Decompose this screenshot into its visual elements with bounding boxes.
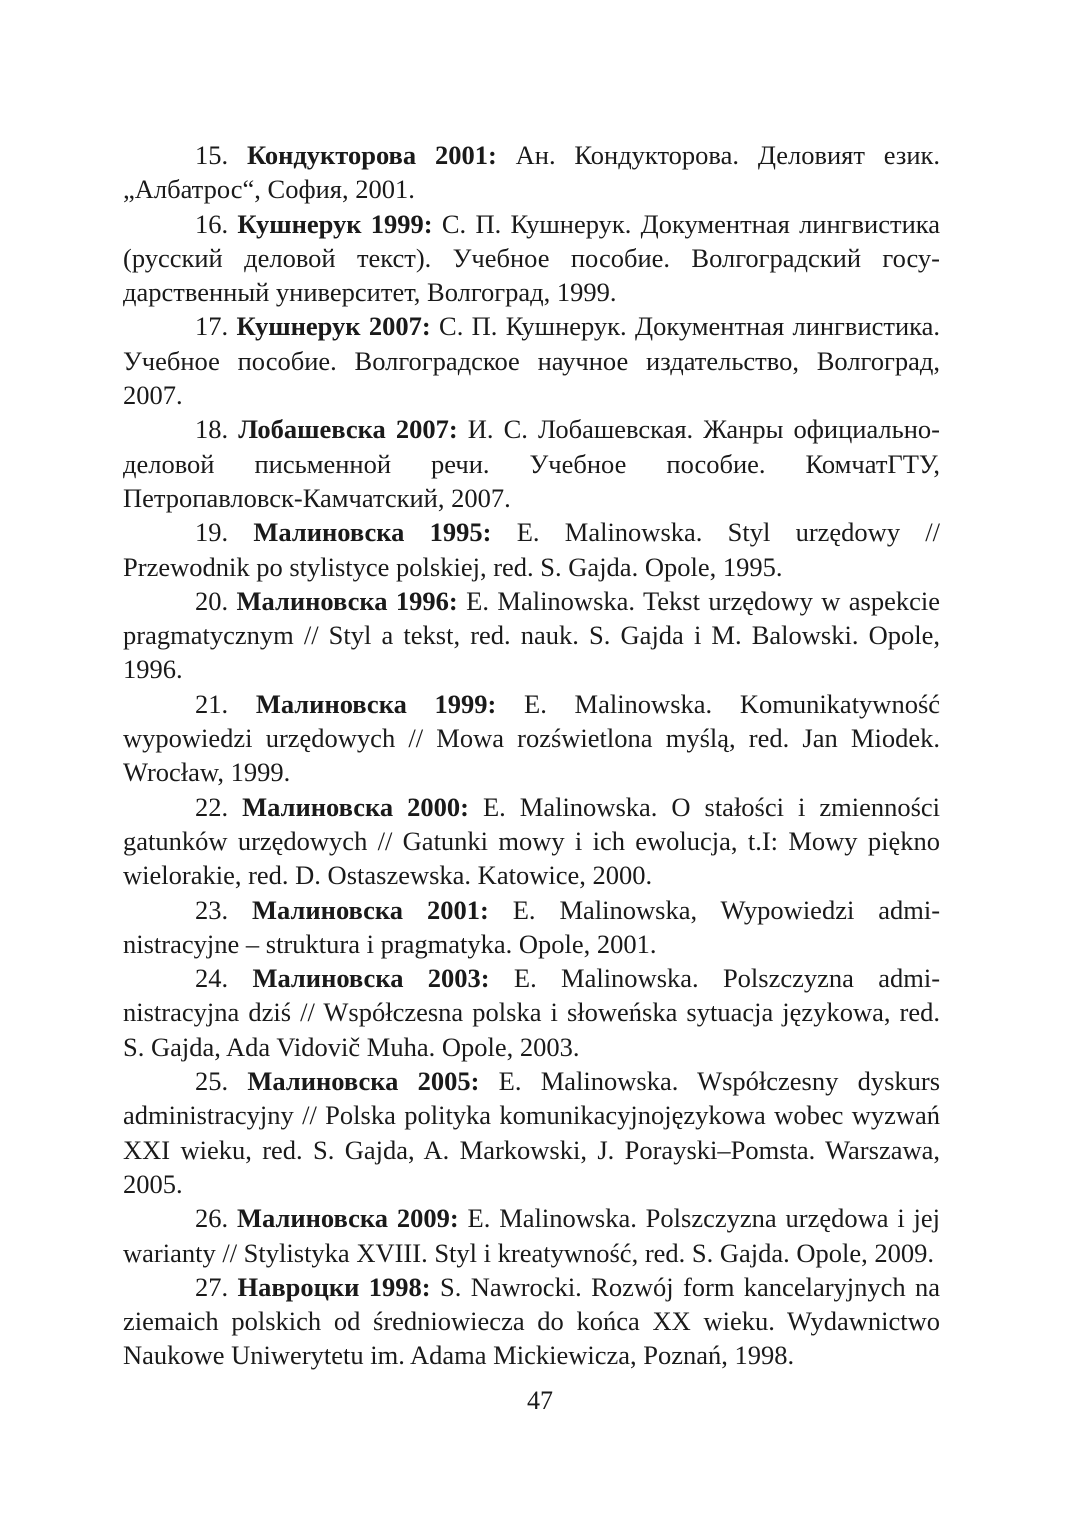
bibliography-entry xyxy=(123,412,940,515)
entry-key: Малиновска 2000: xyxy=(242,791,469,822)
entry-text: S. Nawrocki. Rozwój form kancelaryjnych na ziemaich polskich od średniowiecza do końca XX wieku. Wydawnictwo Naukowe Uniwerytetu im. Adama Mickiewicza, Poznań, 1998. xyxy=(123,1271,941,1371)
entry-number: 23. xyxy=(195,894,229,925)
entry-key: Малиновска 2005: xyxy=(247,1066,480,1097)
bibliography-entry xyxy=(123,1064,940,1201)
entry-number: 19. xyxy=(195,517,229,548)
entry-key: Кушнерук 2007: xyxy=(236,311,431,342)
bibliography-entry xyxy=(123,687,940,790)
entry-key: Лобашевска 2007: xyxy=(238,414,458,445)
entry-number: 25. xyxy=(195,1066,229,1097)
page-number: 47 xyxy=(527,1386,553,1415)
entry-text: E. Malinowska. Polszczyzna administracyjna dziś // Współczesna polska i słoweńska sytuacja językowa, red. S. Gajda, Ada Vidovič Muha. Opole, 2003. xyxy=(123,963,941,1062)
entry-text: И. С. Лобашевская. Жанры официально-деловой письменной речи. Учебное пособие. КомчатГТУ, Петропавловск-Камчатский, 2007. xyxy=(123,414,941,513)
bibliography-entry xyxy=(123,207,940,310)
entry-number: 15. xyxy=(195,140,229,170)
entry-text: E. Malinowska. Tekst urzędowy w aspekcie pragmatycznym // Styl a tekst, red. nauk. S. Gajda i M. Balowski. Opole, 1996. xyxy=(123,585,941,685)
entry-key: Малиновска 2001: xyxy=(252,894,489,925)
entry-text: E. Malinowska. Polszczyzna urzędowa i jej warianty // Stylistyka XVIII. Styl i kreatywność, red. S. Gajda. Opole, 2009. xyxy=(123,1203,941,1268)
entry-text: Ан. Кондукторова. Деловият език. „Албатрос“, София, 2001. xyxy=(123,140,940,205)
entry-key: Кушнерук 1999: xyxy=(237,208,433,239)
bibliography-entry xyxy=(123,1270,940,1373)
bibliography-entry xyxy=(123,138,940,207)
entry-text: E. Malinowska, Wypowiedzi administracyjne – struktura i pragmatyka. Opole, 2001. xyxy=(123,894,941,959)
entry-key: Малиновска 1996: xyxy=(236,585,458,616)
entry-text: E. Malinowska. Komunikatywność wypowiedzi urzędowych // Mowa rozświetlona myślą, red. Jan Miodek. Wrocław, 1999. xyxy=(123,688,941,788)
bibliography-entry xyxy=(123,790,940,893)
entry-text: С. П. Кушнерук. Документная лингвистика. Учебное пособие. Волгоградское научное издательство, Волгоград, 2007. xyxy=(123,311,941,411)
entry-number: 27. xyxy=(195,1271,229,1302)
entry-number: 16. xyxy=(195,208,229,239)
entry-number: 22. xyxy=(195,791,229,822)
entry-key: Малиновска 2009: xyxy=(236,1203,459,1234)
entry-number: 26. xyxy=(195,1203,229,1234)
entry-number: 17. xyxy=(195,311,229,342)
entry-key: Малиновска 1999: xyxy=(255,688,497,719)
entry-text: E. Malinowska. Styl urzędowy // Przewodnik po stylistyce polskiej, red. S. Gajda. Opole, 1995. xyxy=(123,517,941,582)
entry-key: Навроцки 1998: xyxy=(237,1271,431,1302)
bibliography-entry xyxy=(123,1201,940,1270)
bibliography-list xyxy=(123,138,940,1373)
bibliography-entry xyxy=(123,309,940,412)
entry-number: 21. xyxy=(195,688,229,719)
bibliography-entry xyxy=(123,584,940,687)
bibliography-entry xyxy=(123,893,940,962)
entry-text: С. П. Кушнерук. Документная лингвистика (русский деловой текст). Учебное пособие. Волгоградский государственный университет, Волгоград, 1999. xyxy=(123,208,940,308)
entry-text: E. Malinowska. Współczesny dyskurs administracyjny // Polska polityka komunikacyjnojęzykowa wobec wyzwań XXI wieku, red. S. Gajda, A. Markowski, J. Porayski–Pomsta. Warszawa, 2005. xyxy=(123,1066,941,1199)
entry-key: Кондукторова 2001: xyxy=(246,140,497,170)
entry-number: 18. xyxy=(195,414,229,445)
bibliography-entry xyxy=(123,961,940,1064)
entry-key: Малиновска 1995: xyxy=(253,517,492,548)
entry-key: Малиновска 2003: xyxy=(252,963,490,994)
entry-number: 24. xyxy=(195,963,229,994)
entry-text: E. Malinowska. O stałości i zmienności gatunków urzędowych // Gatunki mowy i ich ewolucja, t.I: Mowy piękno wielorakie, red. D. Ostaszewska. Katowice, 2000. xyxy=(123,791,941,891)
bibliography-entry xyxy=(123,515,940,584)
entry-number: 20. xyxy=(195,585,229,616)
